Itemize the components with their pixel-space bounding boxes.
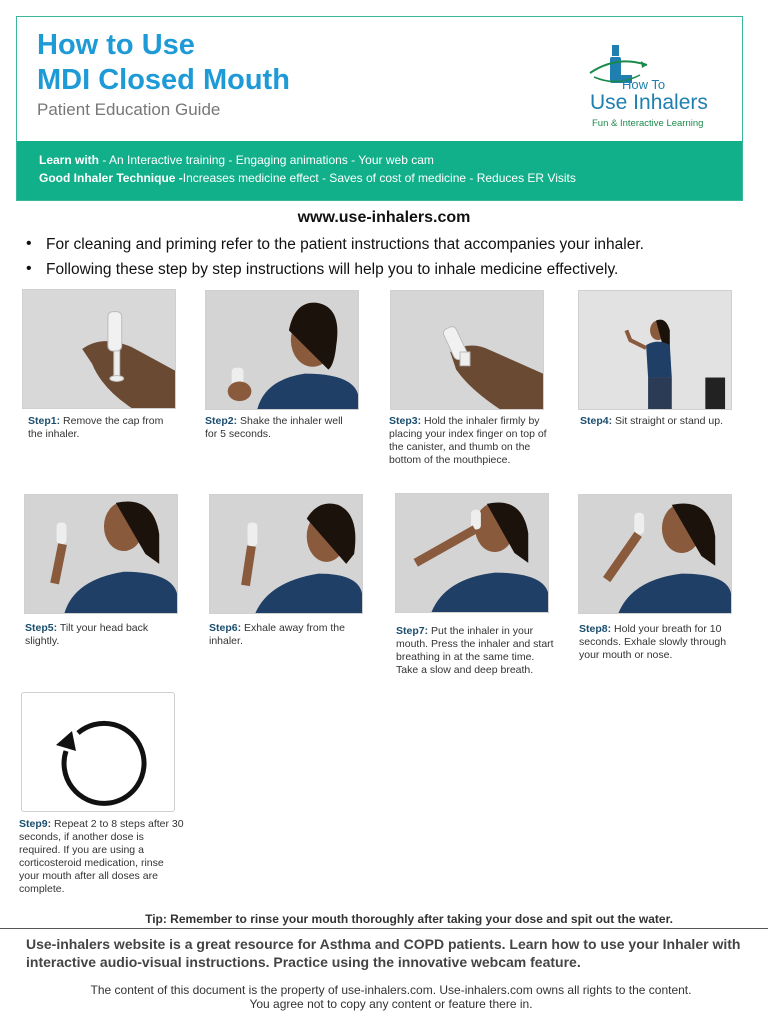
step6-caption (209, 622, 361, 648)
step6-photo (209, 494, 363, 614)
step7-text: Put the inhaler in your mouth. Press the inhaler and start breathing in at the same time. Take a slow and deep breath. (396, 625, 554, 676)
tip-text: Tip: Remember to rinse your mouth thoroughly after taking your dose and spit out the water. (145, 912, 673, 926)
footer-line-2: You agree not to copy any content or feature there in. (249, 997, 533, 1011)
band-line-2-text: Increases medicine effect - Saves of cost of medicine - Reduces ER Visits (182, 171, 576, 185)
step4-label: Step4: (580, 415, 613, 427)
step5-text: Tilt your head back slightly. (25, 622, 149, 647)
step3-caption (389, 415, 557, 467)
step9-caption (19, 818, 187, 896)
logo-tagline: Fun & Interactive Learning (592, 118, 704, 129)
step6-text: Exhale away from the inhaler. (209, 622, 345, 647)
step3-label: Step3: (389, 415, 422, 427)
band-line-2-label: Good Inhaler Technique - (39, 171, 183, 185)
step7-label: Step7: (396, 625, 429, 637)
logo-use-inhalers: Use Inhalers (590, 91, 708, 114)
step5-caption (25, 622, 175, 648)
step9-repeat-panel (21, 692, 175, 812)
footer (0, 983, 768, 1011)
step7-photo (395, 493, 549, 613)
use-inhalers-logo (572, 41, 732, 131)
band-line-1-text: - An Interactive training - Engaging animations - Your web cam (99, 153, 434, 167)
divider (0, 928, 768, 929)
step4-caption (580, 415, 740, 428)
benefits-band (17, 141, 742, 200)
header-panel (16, 16, 743, 201)
step4-photo (578, 290, 732, 410)
step1-caption (28, 415, 178, 441)
step9-label: Step9: (19, 818, 52, 830)
step6-label: Step6: (209, 622, 242, 634)
intro-bullets (26, 236, 644, 286)
step1-photo (22, 289, 176, 409)
step3-photo (390, 290, 544, 410)
band-line-1 (39, 153, 434, 167)
bullet-item: • For cleaning and priming refer to the patient instructions that accompanies your inhaler. (26, 236, 644, 261)
step8-photo (578, 494, 732, 614)
step8-caption (579, 623, 745, 662)
step5-label: Step5: (25, 622, 58, 634)
step5-photo (24, 494, 178, 614)
website-url: www.use-inhalers.com (297, 209, 471, 226)
step2-photo (205, 290, 359, 410)
title-line-2: MDI Closed Mouth (37, 64, 290, 96)
subtitle: Patient Education Guide (37, 100, 221, 119)
step2-text: Shake the inhaler well for 5 seconds. (205, 415, 343, 440)
band-line-1-label: Learn with (39, 153, 100, 167)
step8-label: Step8: (579, 623, 612, 635)
step1-label: Step1: (28, 415, 61, 427)
bullet-item: • Following these step by step instructions will help you to inhale medicine effectively. (26, 261, 644, 286)
title-line-1: How to Use (37, 29, 195, 61)
logo-how-to: How To (622, 77, 666, 92)
step2-label: Step2: (205, 415, 238, 427)
footer-line-1: The content of this document is the property of use-inhalers.com. Use-inhalers.com owns all rights to the content. (90, 983, 692, 997)
repeat-icon (22, 693, 176, 813)
step3-text: Hold the inhaler firmly by placing your index finger on top of the canister, and thumb on the bottom of the mouthpiece. (389, 415, 547, 466)
step7-caption (396, 625, 556, 677)
promo-text: Use-inhalers website is a great resource for Asthma and COPD patients. Learn how to use your Inhaler with interactive audio-visual instructions. Practice using the innovative webcam feature. (26, 936, 741, 970)
step1-text: Remove the cap from the inhaler. (28, 415, 164, 440)
step4-text: Sit straight or stand up. (615, 415, 723, 427)
step9-text: Repeat 2 to 8 steps after 30 seconds, if another dose is required. If you are using a corticosteroid medication, rinse your mouth after all doses are complete. (19, 818, 184, 895)
step2-caption (205, 415, 357, 441)
band-line-2 (39, 171, 576, 185)
step8-text: Hold your breath for 10 seconds. Exhale slowly through your mouth or nose. (579, 623, 727, 661)
